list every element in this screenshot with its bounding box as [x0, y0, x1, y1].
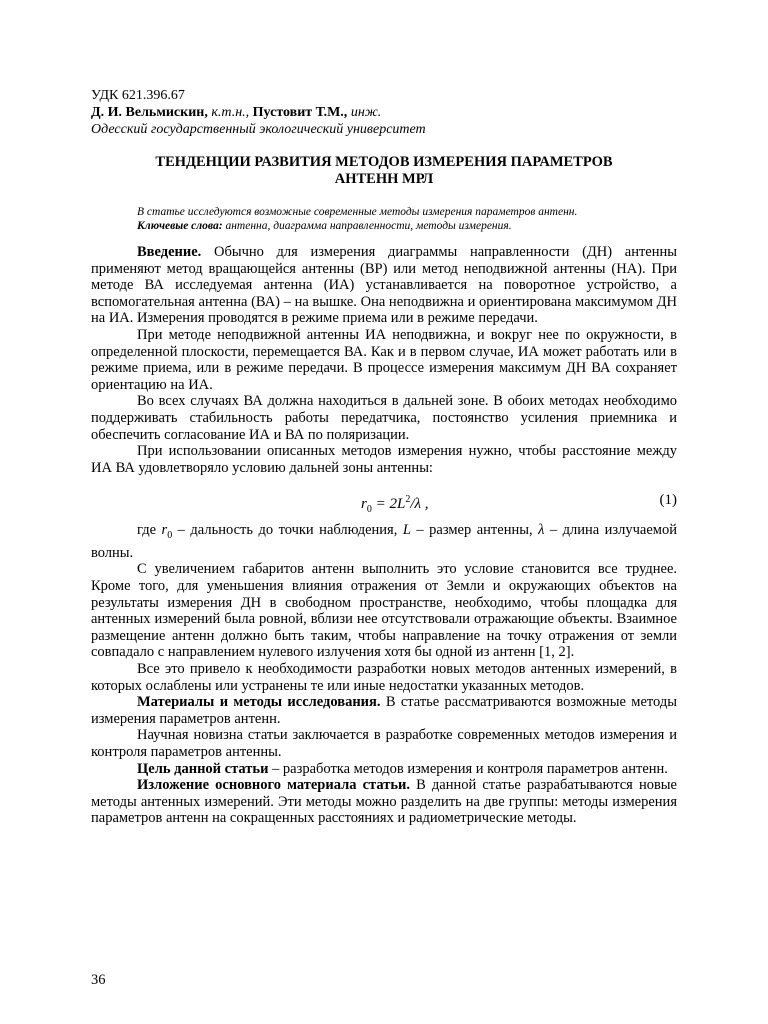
article-header [91, 87, 426, 138]
paragraph: С увеличением габаритов антенн выполнить это условие становится все труднее. Кроме того, для уменьшения влияния отражения от Земли и окружающих объектов на результаты измерения ДН в свободном пространстве, необходимо, чтобы площадка для антенных измерений была ровной, вблизи нее отсутствовали отражающие объекты. Взаимное размещение антенн должно быть таким, чтобы направление на точку отражения от земли совпадало с направлением нулевого излучения хотя бы одной из антенн [1, 2]. [91, 561, 677, 661]
keywords: антенна, диаграмма направленности, методы измерения. [222, 220, 512, 232]
title-line-1: ТЕНДЕНЦИИ РАЗВИТИЯ МЕТОДОВ ИЗМЕРЕНИЯ ПАРАМЕТРОВ [155, 154, 613, 170]
var-r0: $r_0$ [161, 522, 173, 542]
equation-legend: где $r_0$ – дальность до точки наблюдения, L – размер антенны, λ – длина излучаемой волны. [91, 522, 677, 561]
equation-formula: $r_0 = 2L^2/\lambda$ , [361, 494, 429, 516]
article-body [91, 244, 677, 827]
udc-code: УДК 621.396.67 [91, 88, 185, 103]
paragraph-goal: Цель данной статьи – разработка методов измерения и контроля параметров антенн. [137, 760, 668, 777]
var-L: L [402, 522, 411, 539]
authors-line [91, 104, 426, 121]
paragraph: При методе неподвижной антенны ИА неподвижна, и вокруг нее по окружности, в определенной плоскости, перемещается ВА. Как и в первом случае, ИА может работать или в режиме приема, или в режиме передачи. В процессе измерения максимум ДН ВА сохраняет ориентацию на ИА. [91, 326, 677, 393]
author-2-degree: инж. [347, 105, 382, 120]
var-lambda: λ [538, 522, 545, 539]
paragraph: Во всех случаях ВА должна находиться в дальней зоне. В обоих методах необходимо поддерживать стабильность работы передатчика, постоянство усиления приемника и обеспечить согласование ИА и ВА по поляризации. [91, 393, 677, 443]
section-heading-intro: Введение. [137, 244, 202, 260]
paragraph-main: Изложение основного материала статьи. В данной статье разрабатываются новые методы антенных измерений. Эти методы можно разделить на две группы: методы измерения параметров антенн на сокращенных расстояниях и радиометрические методы. [91, 777, 677, 827]
paragraph: При использовании описанных методов измерения нужно, чтобы расстояние между ИА ВА удовлетворяло условию дальней зоны антенны: [91, 443, 677, 476]
author-2-name: Пустовит Т.М., [249, 105, 348, 120]
equation-1 [91, 484, 677, 522]
article-title [91, 154, 677, 188]
equation-number: (1) [659, 492, 677, 509]
abstract-text: В статье исследуются возможные современные методы измерения параметров антенн. [137, 206, 578, 218]
paragraph-materials: Материалы и методы исследования. В статье рассматриваются возможные методы измерения параметров антенн. [91, 694, 678, 727]
affiliation: Одесский государственный экологический университет [91, 122, 426, 137]
abstract [137, 205, 677, 233]
title-line-2: АНТЕНН МРЛ [334, 171, 434, 187]
keywords-line [137, 219, 677, 233]
section-heading-main: Изложение основного материала статьи. [137, 777, 410, 794]
section-heading-goal: Цель данной статьи [137, 760, 269, 777]
paragraph: Все это привело к необходимости разработки новых методов антенных измерений, в которых ослаблены или устранены те или иные недостатки указанных методов. [91, 660, 677, 694]
section-heading-materials: Материалы и методы исследования. [137, 694, 381, 711]
paragraph-intro: Введение. Обычно для измерения диаграммы направленности (ДН) антенны применяют метод вращающейся антенны (ВР) или метод неподвижной антенны (НА). При методе ВА исследуемая антенна (ИА) устанавливается на поворотное устройство, а вспомогательная антенна (ВА) – на вышке. Она неподвижна и ориентирована максимумом ДН на ИА. Измерения проводятся в режиме приема или в режиме передачи. [91, 244, 677, 327]
author-1-degree: к.т.н., [207, 105, 250, 120]
page-number: 36 [91, 972, 106, 988]
paragraph: Научная новизна статьи заключается в разработке современных методов измерения и контроля параметров антенны. [91, 727, 677, 760]
author-1-name: Д. И. Вельмискин, [91, 105, 208, 120]
keywords-label: Ключевые слова: [137, 220, 223, 232]
